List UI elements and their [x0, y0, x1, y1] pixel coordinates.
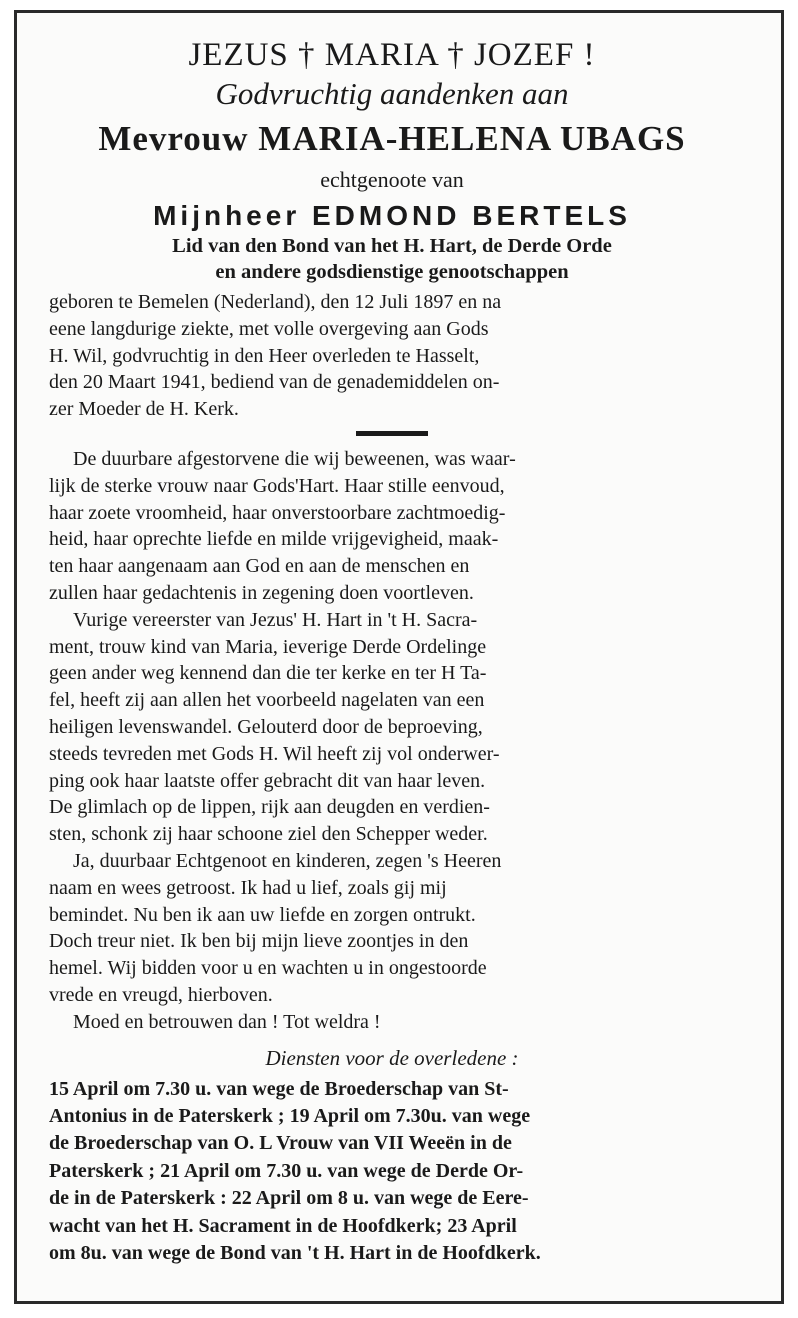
eulogy-line: vrede en vreugd, hierboven.: [49, 983, 273, 1006]
services-line: de in de Paterskerk : 22 April om 8 u. van wege de Eere-: [49, 1187, 529, 1210]
services-line: Paterskerk ; 21 April om 7.30 u. van wege de Derde Or-: [49, 1159, 524, 1182]
eulogy-line: bemindet. Nu ben ik aan uw liefde en zorgen ontrukt.: [49, 903, 476, 926]
eulogy-line: Vurige vereerster van Jezus' H. Hart in 't H. Sacra-: [73, 608, 478, 631]
eulogy-line: geen ander weg kennend dan die ter kerke en ter H Ta-: [49, 662, 487, 685]
biography-line: zer Moeder de H. Kerk.: [49, 398, 239, 421]
card-content: [49, 35, 735, 1267]
biography: [49, 289, 735, 423]
farewell-paragraph: [49, 1009, 735, 1036]
biography-line: geboren te Bemelen (Nederland), den 12 Juli 1897 en na: [49, 291, 502, 313]
biography-line: eene langdurige ziekte, met volle overgeving aan Gods: [49, 317, 489, 340]
eulogy-line: De glimlach op de lippen, rijk aan deugden en verdien-: [49, 796, 490, 819]
services-line: om 8u. van wege de Bond van 't H. Hart in de Hoofdkerk.: [49, 1241, 541, 1264]
biography-line: H. Wil, godvruchtig in den Heer overleden te Hasselt,: [49, 344, 480, 367]
invocation-heading: JEZUS † MARIA † JOZEF !: [188, 37, 596, 73]
eulogy-line: naam en wees getroost. Ik had u lief, zoals gij mij: [49, 876, 447, 899]
biography-line: den 20 Maart 1941, bediend van de genademiddelen on-: [49, 371, 500, 394]
services-list: [49, 1076, 735, 1268]
eulogy-line: De duurbare afgestorvene die wij beweenen, was waar-: [73, 447, 516, 470]
eulogy-line: sten, schonk zij haar schoone ziel den Schepper weder.: [49, 823, 488, 846]
farewell-line: Moed en betrouwen dan ! Tot weldra !: [73, 1010, 381, 1033]
services-title: Diensten voor de overledene :: [265, 1045, 519, 1070]
eulogy-line: ment, trouw kind van Maria, ieverige Derde Ordelinge: [49, 635, 487, 658]
eulogy-line: heiligen levenswandel. Gelouterd door de beproeving,: [49, 715, 483, 738]
eulogy-line: zullen haar gedachtenis in zegening doen voortleven.: [49, 581, 474, 604]
eulogy-paragraph: [49, 848, 735, 1009]
services-line: 15 April om 7.30 u. van wege de Broederschap van St-: [49, 1077, 509, 1100]
relation-text: echtgenoote van: [320, 167, 464, 192]
services-line: de Broederschap van O. L Vrouw van VII Weeën in de: [49, 1132, 512, 1155]
deceased-name: Mevrouw MARIA-HELENA UBAGS: [98, 119, 686, 158]
eulogy-line: steeds tevreden met Gods H. Wil heeft zij vol onderwer-: [49, 742, 500, 765]
eulogy-line: lijk de sterke vrouw naar Gods'Hart. Haar stille eenvoud,: [49, 474, 505, 497]
membership-line: en andere godsdienstige genootschappen: [215, 261, 569, 283]
divider: [356, 431, 428, 436]
eulogy-line: fel, heeft zij aan allen het voorbeeld nagelaten van een: [49, 689, 485, 712]
services-line: Antonius in de Paterskerk ; 19 April om 7.30u. van wege: [49, 1104, 531, 1127]
eulogy-line: ten haar aangenaam aan God en aan de menschen en: [49, 555, 470, 578]
eulogy-line: hemel. Wij bidden voor u en wachten u in ongestoorde: [49, 957, 487, 980]
membership-line: Lid van den Bond van het H. Hart, de Derde Orde: [172, 235, 612, 257]
eulogy-line: ping ook haar laatste offer gebracht dit van haar leven.: [49, 769, 486, 792]
eulogy-paragraph: [49, 607, 735, 848]
eulogy-line: Ja, duurbaar Echtgenoot en kinderen, zegen 's Heeren: [73, 849, 502, 872]
spouse-name: Mijnheer EDMOND BERTELS: [153, 200, 631, 231]
eulogy-line: Doch treur niet. Ik ben bij mijn lieve zoontjes in den: [49, 930, 469, 953]
eulogy-line: haar zoete vroomheid, haar onverstoorbare zachtmoedig-: [49, 501, 506, 524]
memorial-card: [14, 10, 784, 1304]
subtitle: Godvruchtig aandenken aan: [215, 76, 569, 111]
eulogy-line: heid, haar oprechte liefde en milde vrijgevigheid, maak-: [49, 528, 499, 551]
services-line: wacht van het H. Sacrament in de Hoofdkerk; 23 April: [49, 1214, 517, 1237]
eulogy-paragraph: [49, 446, 735, 607]
